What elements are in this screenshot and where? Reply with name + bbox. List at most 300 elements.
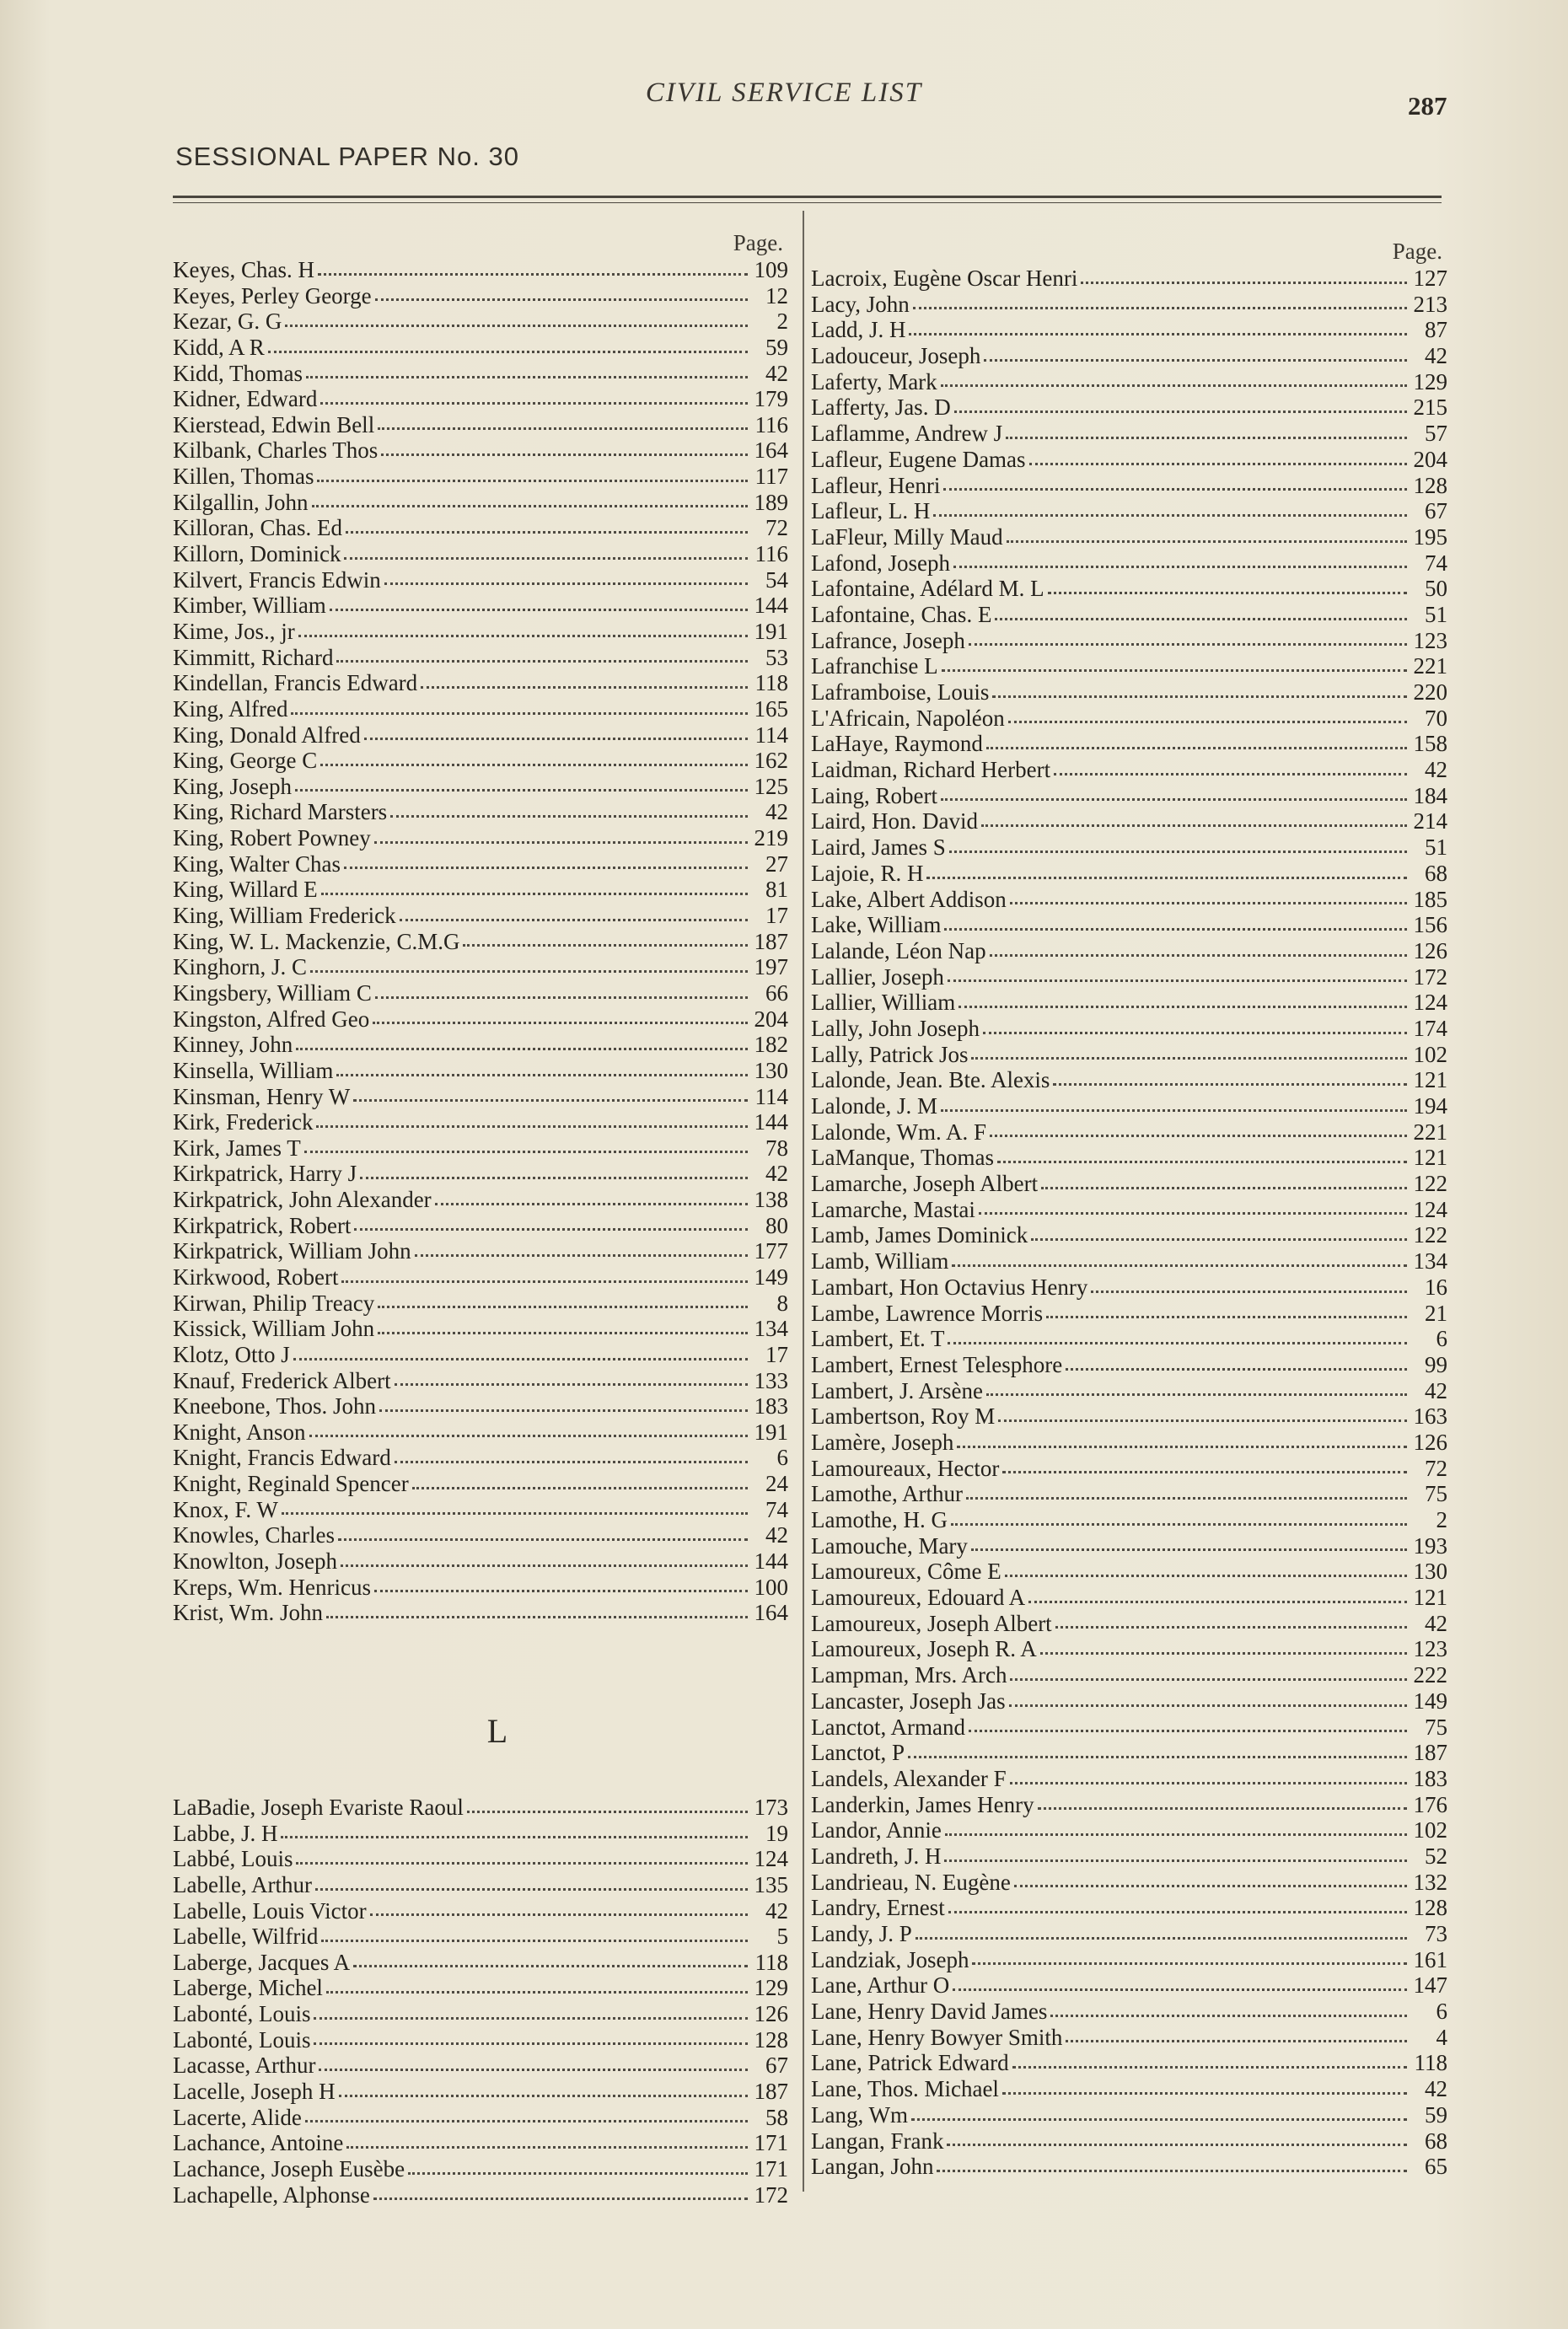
dot-leader (916, 1936, 1407, 1940)
dot-leader (952, 1264, 1407, 1267)
index-entry (173, 1924, 788, 1950)
dot-leader (293, 1357, 748, 1360)
index-entry (811, 1715, 1447, 1741)
entry-name: Langan, Frank (811, 2128, 944, 2154)
entry-name: Lamoureux, Edouard A (811, 1585, 1026, 1611)
dot-leader (395, 1382, 748, 1386)
entry-page-number: 127 (1413, 266, 1447, 291)
index-entry (811, 473, 1447, 499)
index-entry (173, 361, 788, 387)
entry-name: Ladouceur, Joseph (811, 343, 981, 369)
entry-name: Kirkpatrick, Harry J (173, 1161, 357, 1187)
entry-page-number: 6 (776, 1445, 788, 1471)
dot-leader (981, 824, 1407, 827)
dot-leader (986, 746, 1407, 749)
dot-leader (948, 1341, 1407, 1344)
entry-name: LaHaye, Raymond (811, 731, 983, 757)
entry-page-number: 214 (1413, 808, 1447, 834)
dot-leader (336, 1073, 748, 1076)
entry-name: Laferty, Mark (811, 368, 937, 394)
entry-name: Landreth, J. H (811, 1843, 942, 1869)
entry-page-number: 59 (765, 334, 788, 360)
index-entry (811, 1378, 1447, 1404)
dot-leader (346, 2145, 748, 2149)
entry-page-number: 191 (754, 618, 788, 644)
entry-name: Lalonde, Jean. Bte. Alexis (811, 1067, 1050, 1093)
index-entry (811, 1636, 1447, 1662)
entry-name: Lachance, Joseph Eusèbe (173, 2155, 405, 2181)
index-entry (173, 851, 788, 877)
index-entry (173, 1187, 788, 1213)
dot-leader (326, 1990, 748, 1994)
entry-page-number: 118 (754, 670, 788, 696)
entry-page-number: 219 (754, 825, 788, 851)
index-entry (173, 1161, 788, 1187)
entry-name: Klotz, Otto J (173, 1341, 290, 1367)
dot-leader (990, 1134, 1407, 1137)
index-entry (173, 309, 788, 335)
entry-name: Lally, Patrick Jos (811, 1041, 969, 1067)
entry-name: Lamoureaux, Hector (811, 1455, 1000, 1481)
entry-name: Landor, Annie (811, 1817, 942, 1843)
entry-page-number: 75 (1425, 1714, 1447, 1740)
index-entry (811, 679, 1447, 706)
entry-name: Lafleur, L. H (811, 498, 931, 524)
entry-page-number: 183 (1413, 1765, 1447, 1791)
entry-name: Kirkpatrick, Robert (173, 1212, 352, 1238)
entry-page-number: 87 (1425, 317, 1447, 343)
entry-page-number: 42 (765, 1161, 788, 1187)
entry-page-number: 81 (765, 877, 788, 903)
index-entry (811, 1067, 1447, 1093)
entry-name: Landels, Alexander F (811, 1765, 1007, 1791)
entry-name: Kirkpatrick, John Alexander (173, 1187, 432, 1213)
entry-page-number: 58 (765, 2104, 788, 2130)
index-entry (173, 386, 788, 412)
entry-page-number: 54 (765, 566, 788, 593)
index-entry (811, 938, 1447, 964)
dot-leader (948, 979, 1407, 982)
dot-leader (338, 1537, 748, 1541)
index-entry (811, 887, 1447, 913)
index-entry (811, 1792, 1447, 1818)
entry-page-number: 59 (1425, 2101, 1447, 2128)
entry-page-number: 197 (754, 954, 788, 980)
entry-page-number: 42 (1425, 2076, 1447, 2102)
dot-leader (997, 1160, 1407, 1163)
entry-name: King, George C (173, 748, 318, 774)
entry-name: Lamb, William (811, 1248, 949, 1275)
index-entry (811, 1947, 1447, 1973)
dot-leader (295, 788, 748, 792)
entry-name: Laidman, Richard Herbert (811, 757, 1051, 783)
dot-leader (1048, 591, 1407, 594)
entry-name: Knox, F. W (173, 1496, 278, 1522)
entry-name: King, Robert Powney (173, 825, 371, 851)
index-entry (173, 1795, 788, 1821)
entry-page-number: 191 (754, 1419, 788, 1445)
entry-page-number: 117 (754, 464, 788, 490)
entry-name: Kirkpatrick, William John (173, 1238, 411, 1264)
index-entry (173, 2027, 788, 2053)
entry-name: Kindellan, Francis Edward (173, 670, 418, 696)
entry-page-number: 68 (1425, 860, 1447, 886)
dot-leader (1006, 436, 1407, 439)
entry-name: LaFleur, Milly Maud (811, 523, 1003, 550)
index-entry (173, 1497, 788, 1523)
dot-leader (282, 1511, 748, 1515)
entry-name: Lane, Henry Bowyer Smith (811, 2024, 1063, 2050)
entry-name: Lambe, Lawrence Morris (811, 1300, 1044, 1326)
dot-leader (1010, 1781, 1407, 1784)
entry-page-number: 123 (1413, 1636, 1447, 1662)
entry-name: Lachapelle, Alphonse (173, 2181, 370, 2208)
entry-name: Lafranchise L (811, 653, 938, 679)
index-entry (811, 524, 1447, 550)
entry-name: Lafrance, Joseph (811, 627, 965, 653)
entry-name: Lalande, Léon Nap (811, 937, 986, 963)
entry-name: Lanctot, P (811, 1740, 905, 1766)
dot-leader (375, 298, 748, 301)
entry-name: Lamère, Joseph (811, 1429, 954, 1455)
index-entry (811, 1119, 1447, 1146)
entry-name: Killoran, Chas. Ed (173, 515, 342, 541)
entry-page-number: 51 (1425, 834, 1447, 861)
index-entry (173, 1084, 788, 1110)
dot-leader (909, 332, 1407, 335)
dot-leader (360, 1176, 748, 1179)
index-entry (811, 2154, 1447, 2180)
index-entry (811, 1171, 1447, 1197)
dot-leader (941, 384, 1407, 387)
dot-leader (971, 1548, 1407, 1551)
entry-name: Kidd, A R (173, 334, 265, 360)
entry-page-number: 204 (1413, 446, 1447, 472)
entry-name: Labbé, Louis (173, 1846, 293, 1872)
entry-page-number: 73 (1425, 1921, 1447, 1946)
dot-leader (378, 1305, 748, 1308)
index-entry (173, 283, 788, 309)
entry-page-number: 102 (1413, 1041, 1447, 1067)
entry-page-number: 171 (754, 2155, 788, 2181)
index-entry (173, 1445, 788, 1471)
dot-leader (341, 1280, 748, 1283)
entry-name: Keyes, Chas. H (173, 257, 314, 282)
entry-page-number: 149 (1413, 1688, 1447, 1714)
entry-page-number: 126 (1413, 937, 1447, 963)
index-entry (811, 1403, 1447, 1430)
index-entry (173, 825, 788, 851)
entry-name: Kirk, James T (173, 1135, 301, 1161)
index-entry (173, 1109, 788, 1135)
dot-leader (408, 2171, 748, 2175)
dot-leader (1012, 2065, 1407, 2069)
dot-leader (339, 2094, 748, 2097)
dot-leader (943, 487, 1407, 491)
left-column (173, 229, 788, 2208)
dot-leader (320, 401, 748, 405)
entry-page-number: 65 (1425, 2154, 1447, 2180)
dot-leader (971, 1056, 1407, 1060)
entry-page-number: 67 (1425, 498, 1447, 524)
entry-page-number: 165 (754, 695, 788, 722)
entry-name: Lambart, Hon Octavius Henry (811, 1274, 1088, 1300)
entry-page-number: 221 (1413, 1119, 1447, 1145)
dot-leader (373, 1021, 748, 1024)
entry-page-number: 184 (1413, 782, 1447, 808)
entry-page-number: 130 (754, 1057, 788, 1083)
dot-leader (296, 1047, 748, 1050)
entry-name: Kinghorn, J. C (173, 954, 308, 980)
index-entry (811, 731, 1447, 757)
entry-page-number: 163 (1413, 1403, 1447, 1430)
index-entry (173, 1342, 788, 1368)
dot-leader (381, 453, 748, 456)
dot-leader (937, 2169, 1407, 2172)
dot-leader (953, 1988, 1407, 1991)
index-entry (811, 861, 1447, 887)
index-entry (811, 1766, 1447, 1792)
dot-leader (374, 1589, 748, 1592)
dot-leader (373, 2197, 748, 2200)
dot-leader (304, 1150, 748, 1153)
entry-page-number: 147 (1413, 1972, 1447, 1999)
index-entry (811, 2050, 1447, 2076)
index-entry (811, 1145, 1447, 1171)
entry-name: Lane, Thos. Michael (811, 2076, 999, 2102)
entry-name: Lalonde, Wm. A. F (811, 1119, 986, 1145)
index-entry (173, 1135, 788, 1162)
entry-page-number: 156 (1413, 912, 1447, 938)
entry-page-number: 128 (1413, 1895, 1447, 1921)
entry-page-number: 42 (1425, 1377, 1447, 1403)
entry-page-number: 100 (754, 1574, 788, 1600)
index-entry (173, 799, 788, 825)
entry-page-number: 204 (754, 1006, 788, 1032)
dot-leader (979, 1211, 1407, 1215)
entry-name: Landerkin, James Henry (811, 1791, 1034, 1817)
entry-name: LaManque, Thomas (811, 1145, 994, 1171)
entry-page-number: 70 (1425, 705, 1447, 731)
entry-page-number: 144 (754, 1548, 788, 1575)
entry-name: Lang, Wm (811, 2101, 908, 2128)
index-entry (811, 602, 1447, 628)
index-entry (811, 2025, 1447, 2051)
entry-page-number: 116 (754, 411, 788, 437)
dot-leader (326, 1615, 748, 1618)
entry-page-number: 132 (1413, 1869, 1447, 1895)
entry-page-number: 124 (754, 1846, 788, 1872)
entry-page-number: 162 (754, 748, 788, 774)
index-entry (173, 748, 788, 774)
index-entry (173, 1548, 788, 1575)
entry-name: Knowlton, Joseph (173, 1548, 337, 1575)
entry-name: Kidner, Edward (173, 386, 318, 412)
index-entry (811, 2076, 1447, 2102)
entry-page-number: 149 (754, 1264, 788, 1290)
entry-name: Lamothe, Arthur (811, 1481, 963, 1507)
entry-page-number: 128 (1413, 472, 1447, 498)
entry-name: L'Africain, Napoléon (811, 705, 1005, 731)
entry-page-number: 8 (776, 1290, 788, 1316)
dot-leader (1007, 539, 1407, 543)
entry-name: Lafleur, Eugene Damas (811, 446, 1026, 472)
index-entry (811, 369, 1447, 395)
entry-page-number: 126 (1413, 1429, 1447, 1455)
index-entry (811, 1999, 1447, 2025)
entry-name: Knight, Anson (173, 1419, 306, 1445)
entry-name: Laberge, Jacques A (173, 1949, 351, 1975)
entry-page-number: 42 (1425, 757, 1447, 783)
dot-leader (384, 582, 748, 585)
dot-leader (412, 1486, 748, 1489)
dot-leader (1031, 1237, 1407, 1241)
dot-leader (947, 2143, 1407, 2146)
index-entry (811, 964, 1447, 990)
entry-page-number: 114 (754, 722, 788, 748)
dot-leader (992, 695, 1407, 698)
entry-page-number: 158 (1413, 731, 1447, 757)
index-entry (811, 550, 1447, 577)
dot-leader (990, 953, 1407, 957)
index-entry (173, 2053, 788, 2079)
index-entry (173, 1600, 788, 1626)
dot-leader (395, 1460, 748, 1463)
entry-name: Lambert, Et. T (811, 1326, 945, 1352)
entry-name: Lampman, Mrs. Arch (811, 1662, 1007, 1688)
entry-page-number: 122 (1413, 1171, 1447, 1197)
entry-page-number: 134 (754, 1316, 788, 1342)
entry-name: Knauf, Frederick Albert (173, 1367, 391, 1393)
entry-page-number: 57 (1425, 421, 1447, 447)
entry-name: Lacasse, Arthur (173, 2053, 316, 2079)
entry-name: Laing, Robert (811, 782, 937, 808)
entry-name: Lambertson, Roy M (811, 1403, 996, 1430)
index-entry (811, 808, 1447, 834)
dot-leader (1010, 901, 1407, 904)
entry-page-number: 130 (1413, 1559, 1447, 1585)
dot-leader (1046, 1315, 1407, 1318)
dot-leader (344, 866, 748, 869)
entry-page-number: 183 (754, 1393, 788, 1419)
dot-leader (1009, 1704, 1407, 1707)
index-entry (811, 1197, 1447, 1223)
dot-leader (344, 556, 748, 560)
dot-leader (1008, 720, 1407, 723)
dot-leader (954, 410, 1407, 413)
index-entry (173, 1575, 788, 1601)
entry-name: Lambert, J. Arsène (811, 1377, 983, 1403)
entry-name: Kirkwood, Robert (173, 1264, 339, 1290)
entry-name: Ladd, J. H (811, 317, 906, 343)
index-entry (173, 1368, 788, 1394)
index-entry (811, 1275, 1447, 1301)
entry-name: Lallier, Joseph (811, 963, 944, 990)
entry-name: Lamouche, Mary (811, 1532, 968, 1559)
entry-page-number: 161 (1413, 1946, 1447, 1972)
entry-name: Kezar, G. G (173, 309, 282, 335)
entry-name: Labelle, Wilfrid (173, 1924, 319, 1950)
dot-leader (281, 1835, 748, 1838)
entry-page-number: 19 (765, 1820, 788, 1846)
dot-leader (1014, 1884, 1407, 1887)
header-rule-thin (173, 202, 1442, 203)
entry-page-number: 118 (754, 1949, 788, 1975)
entry-page-number: 173 (754, 1794, 788, 1820)
dot-leader (305, 2119, 748, 2122)
entry-page-number: 99 (1425, 1351, 1447, 1377)
entry-name: Lane, Patrick Edward (811, 2050, 1009, 2076)
index-entry (173, 980, 788, 1006)
dot-leader (319, 2068, 748, 2071)
dot-leader (346, 530, 748, 534)
entry-name: Kilvert, Francis Edwin (173, 566, 381, 593)
index-entry (173, 1846, 788, 1872)
entry-page-number: 51 (1425, 601, 1447, 627)
entry-page-number: 12 (765, 282, 788, 309)
page-column-heading: Page. (733, 230, 783, 255)
index-entry (811, 343, 1447, 369)
entry-page-number: 185 (1413, 886, 1447, 912)
index-entry (811, 990, 1447, 1016)
entry-name: Lafond, Joseph (811, 550, 950, 576)
index-entry (811, 1016, 1447, 1042)
index-entry (811, 2128, 1447, 2155)
dot-leader (1029, 462, 1407, 465)
entry-page-number: 27 (765, 851, 788, 877)
entry-name: Landrieau, N. Eugène (811, 1869, 1011, 1895)
dot-leader (310, 969, 748, 973)
dot-leader (285, 324, 748, 327)
index-entry (173, 541, 788, 567)
index-entry (811, 447, 1447, 473)
index-entry (811, 628, 1447, 654)
index-entry (173, 670, 788, 696)
dot-leader (415, 1253, 748, 1257)
index-entry (173, 567, 788, 593)
entry-page-number: 176 (1413, 1791, 1447, 1817)
dot-leader (374, 840, 748, 844)
entry-page-number: 21 (1425, 1300, 1447, 1326)
index-entry (811, 394, 1447, 421)
section-letter-heading: L (486, 1711, 508, 1750)
entry-name: Lambert, Ernest Telesphore (811, 1351, 1063, 1377)
index-entry (811, 1093, 1447, 1119)
index-entry (811, 1611, 1447, 1637)
header-rule (173, 196, 1442, 198)
entry-name: Kidd, Thomas (173, 360, 303, 386)
entry-name: Kimmitt, Richard (173, 644, 334, 670)
index-entry (173, 1975, 788, 2001)
index-entry (811, 1817, 1447, 1843)
entry-page-number: 42 (765, 360, 788, 386)
entry-page-number: 2 (776, 309, 788, 335)
dot-leader (941, 797, 1407, 801)
dot-leader (941, 1108, 1407, 1112)
entry-page-number: 215 (1413, 394, 1447, 421)
entry-page-number: 72 (1425, 1455, 1447, 1481)
index-entry (811, 421, 1447, 447)
entry-name: Kirwan, Philip Treacy (173, 1290, 375, 1316)
entry-page-number: 121 (1413, 1067, 1447, 1093)
index-entry (173, 593, 788, 619)
dot-leader (1040, 1651, 1407, 1655)
entry-name: Laflamme, Andrew J (811, 421, 1003, 447)
entry-page-number: 179 (754, 386, 788, 412)
entry-page-number: 109 (754, 257, 788, 282)
entry-name: Kissick, William John (173, 1316, 375, 1342)
index-entry (173, 2001, 788, 2027)
